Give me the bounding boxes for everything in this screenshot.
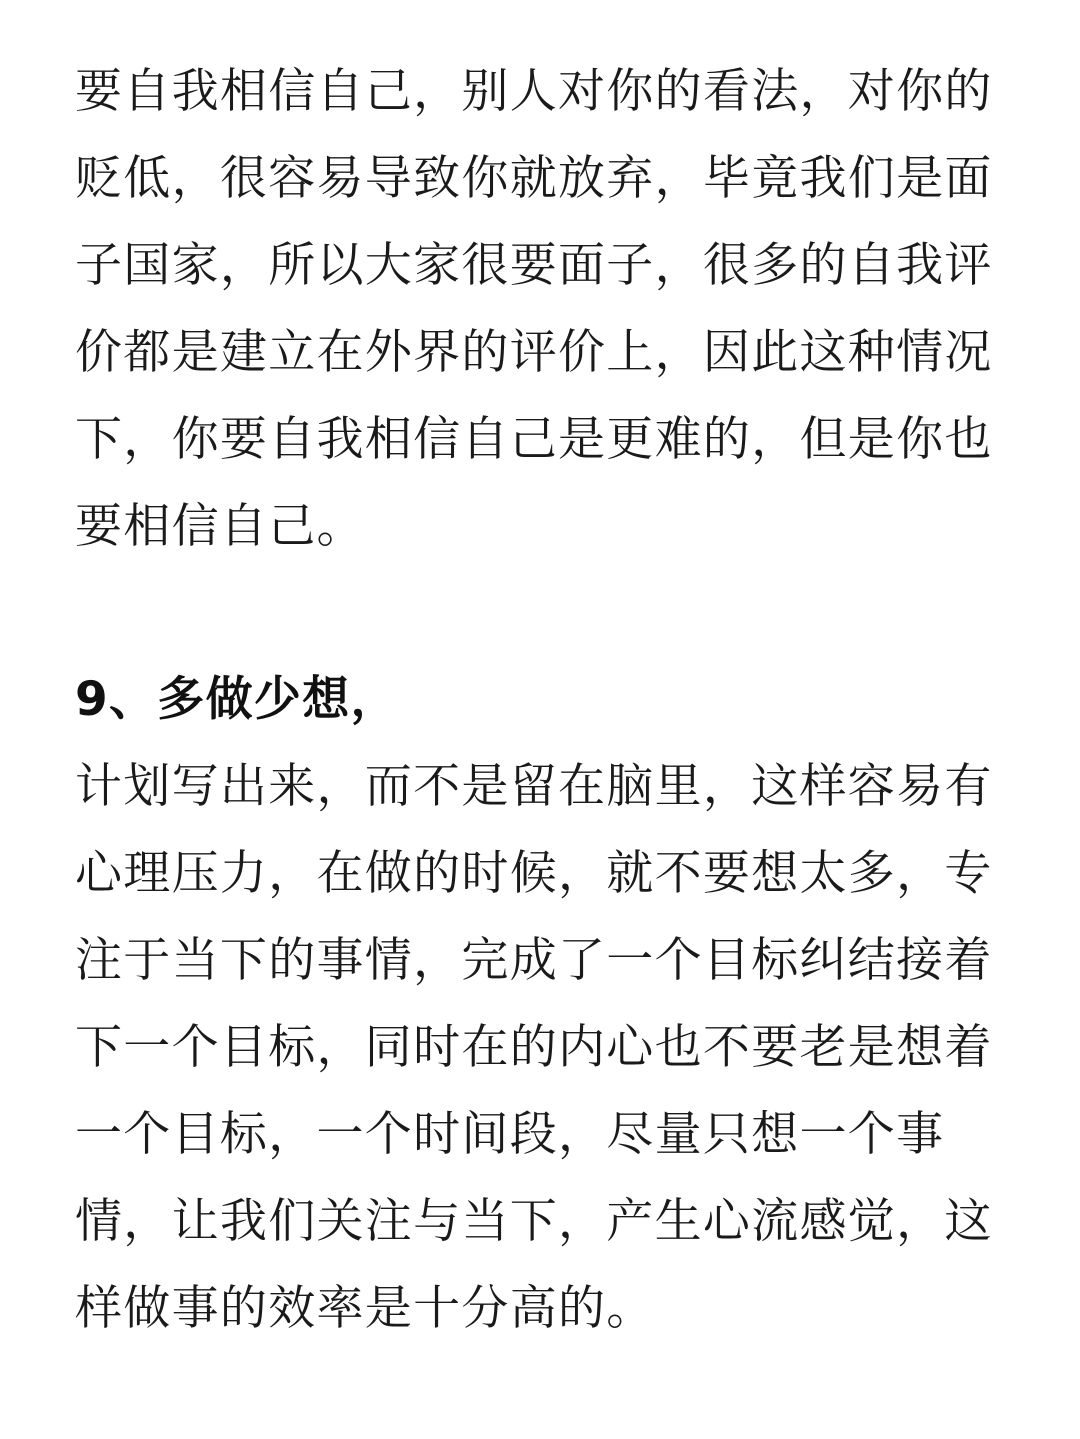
- paragraph-line: 注于当下的事情，完成了一个目标纠结接着: [75, 933, 993, 988]
- paragraph-line: 要相信自己。: [75, 499, 365, 554]
- paragraph-line: 样做事的效率是十分高的。: [75, 1281, 655, 1336]
- paragraph-line: 价都是建立在外界的评价上，因此这种情况: [75, 325, 993, 380]
- paragraph-line: 要自我相信自己，别人对你的看法，对你的: [75, 64, 993, 119]
- paragraph-line: 心理压力，在做的时候，就不要想太多，专: [75, 846, 993, 901]
- paragraph-line: 子国家，所以大家很要面子，很多的自我评: [75, 238, 993, 293]
- paragraph-line: 情，让我们关注与当下，产生心流感觉，这: [75, 1194, 993, 1249]
- paragraph-line: 一个目标，一个时间段，尽量只想一个事: [75, 1107, 945, 1162]
- paragraph-line: 下，你要自我相信自己是更难的，但是你也: [75, 412, 993, 467]
- paragraph-line: 计划写出来，而不是留在脑里，这样容易有: [75, 759, 993, 814]
- paragraph-line: 下一个目标，同时在的内心也不要老是想着: [75, 1020, 993, 1075]
- section-heading: 9、多做少想，: [75, 672, 399, 727]
- paragraph-line: 贬低，很容易导致你就放弃，毕竟我们是面: [75, 151, 993, 206]
